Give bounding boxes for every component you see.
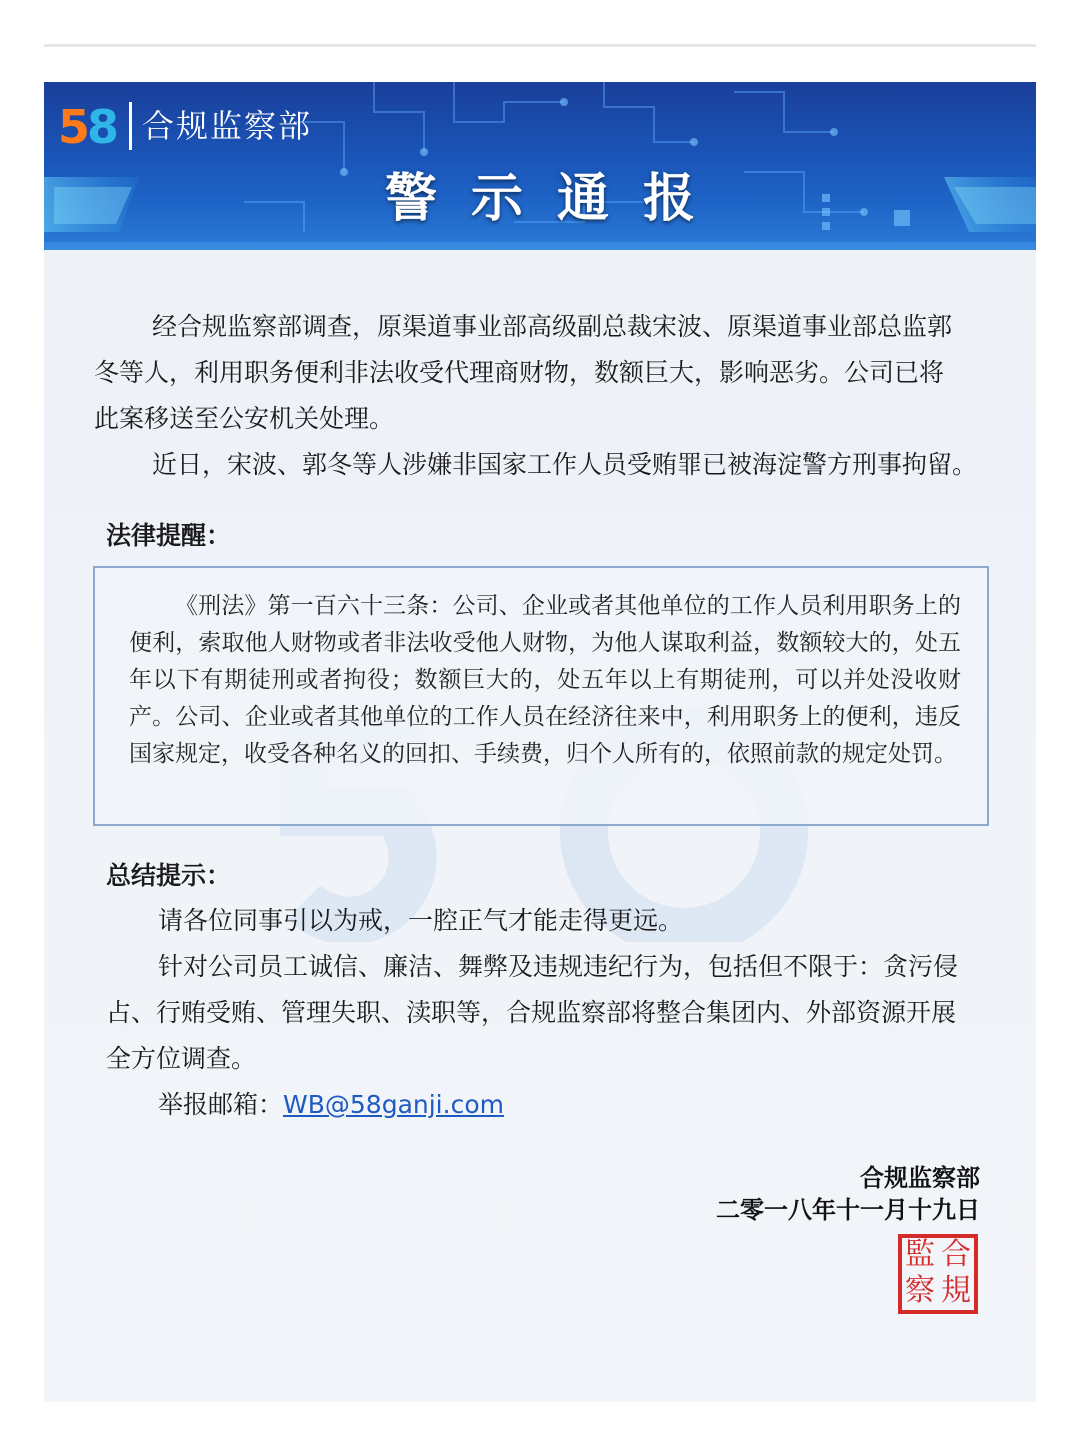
email-label: 举报邮箱： — [158, 1090, 284, 1119]
logo-divider — [129, 102, 132, 150]
seal-char: 察 — [905, 1273, 935, 1308]
paragraph-1-line-3: 此案移送至公安机关处理。 — [94, 404, 395, 433]
page-title: 警示通报 — [384, 169, 729, 229]
notice-document — [44, 82, 1036, 1402]
logo-digit-5: 5 — [58, 100, 88, 154]
top-divider — [44, 44, 1036, 47]
seal-char: 監 — [905, 1237, 935, 1272]
signature-date: 二零一八年十一月十九日 — [716, 1196, 980, 1224]
paragraph-1-line-1: 经合规监察部调查，原渠道事业部高级副总裁宋波、原渠道事业部总监郭 — [152, 312, 953, 341]
summary-line-1: 请各位同事引以为戒，一腔正气才能走得更远。 — [158, 906, 684, 935]
header-banner — [44, 82, 1036, 250]
seal-char: 合 — [941, 1237, 971, 1272]
report-email-link[interactable]: WB@58ganji.com — [283, 1090, 504, 1119]
official-seal — [898, 1234, 978, 1314]
paragraph-2: 近日，宋波、郭冬等人涉嫌非国家工作人员受贿罪已被海淀警方刑事拘留。 — [152, 450, 978, 479]
logo-digit-8: 8 — [87, 100, 117, 154]
summary-heading: 总结提示： — [106, 861, 232, 890]
summary-paragraph-2-line-3: 全方位调查。 — [106, 1044, 257, 1073]
legal-heading: 法律提醒： — [106, 521, 232, 550]
company-logo — [58, 102, 116, 152]
signature-department: 合规监察部 — [860, 1164, 980, 1192]
seal-char: 規 — [941, 1273, 971, 1308]
header-department: 合规监察部 — [142, 107, 313, 145]
summary-paragraph-2-line-1: 针对公司员工诚信、廉洁、舞弊及违规违纪行为，包括但不限于：贪污侵 — [158, 952, 959, 981]
report-email-row — [158, 1082, 504, 1128]
paragraph-1-line-2: 冬等人，利用职务便利非法收受代理商财物，数额巨大，影响恶劣。公司已将 — [94, 358, 945, 387]
legal-text-box — [93, 566, 989, 826]
legal-text: 《刑法》第一百六十三条：公司、企业或者其他单位的工作人员利用职务上的便利，索取他人财物或者非法收受他人财物，为他人谋取利益，数额较大的，处五年以下有期徒刑或者拘役；数额巨大的，处五年以上有期徒刑，可以并处没收财产。公司、企业或者其他单位的工作人员在经济往来中，利用职务上的便利，违反国家规定，收受各种名义的回扣、手续费，归个人所有的，依照前款的规定处罚。 — [129, 593, 961, 767]
summary-paragraph-2-line-2: 占、行贿受贿、管理失职、渎职等，合规监察部将整合集团内、外部资源开展 — [106, 998, 957, 1027]
